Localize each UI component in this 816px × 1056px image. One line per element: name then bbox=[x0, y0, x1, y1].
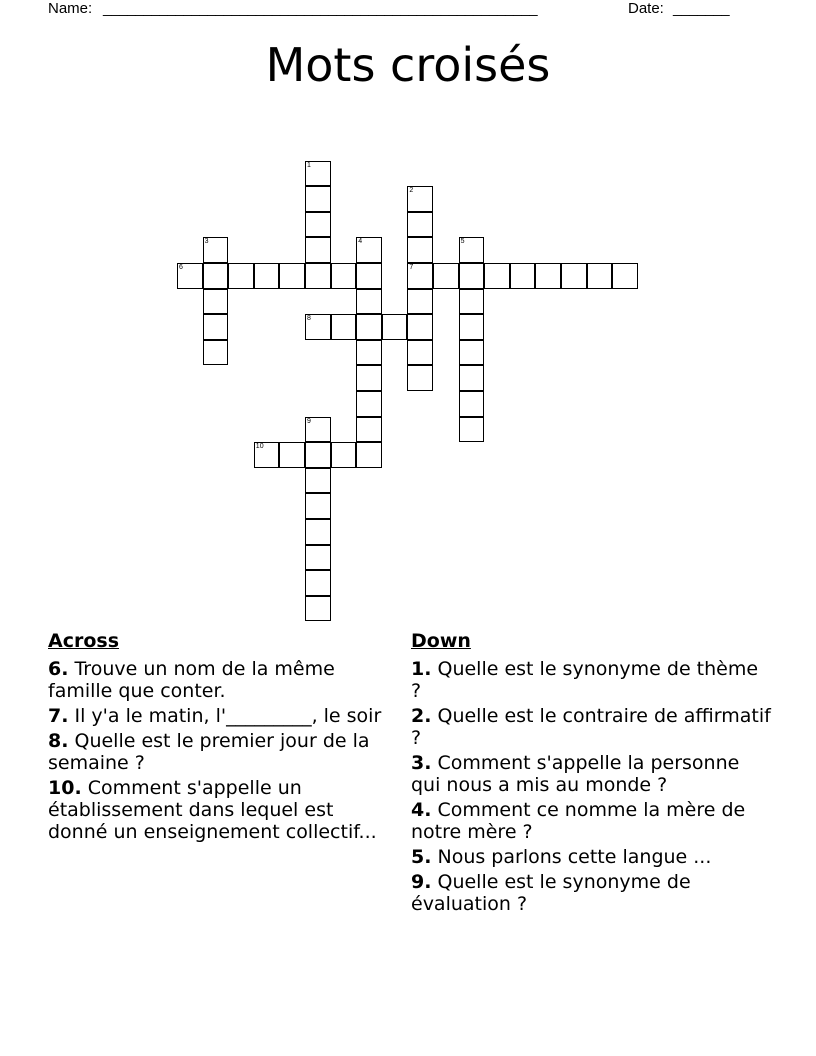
clue-text: Il y'a le matin, l'_________, le soir bbox=[68, 705, 382, 727]
grid-cell[interactable] bbox=[356, 391, 382, 417]
down-clues bbox=[411, 630, 771, 918]
grid-cell[interactable] bbox=[407, 314, 433, 340]
grid-cell[interactable] bbox=[459, 263, 485, 289]
across-heading: Across bbox=[48, 630, 120, 652]
grid-cell[interactable] bbox=[305, 314, 331, 340]
date-field[interactable]: _______ bbox=[673, 0, 730, 17]
across-clue bbox=[48, 658, 388, 702]
grid-cell[interactable] bbox=[331, 442, 357, 468]
grid-cell[interactable] bbox=[356, 417, 382, 443]
grid-cell[interactable] bbox=[305, 545, 331, 571]
grid-cell[interactable] bbox=[177, 263, 203, 289]
grid-cell[interactable] bbox=[407, 263, 433, 289]
clue-num: 2. bbox=[411, 705, 432, 727]
clue-text: Quelle est le synonyme de thème ? bbox=[411, 658, 759, 702]
grid-cell[interactable] bbox=[356, 442, 382, 468]
down-heading: Down bbox=[411, 630, 471, 652]
clue-num: 3. bbox=[411, 752, 432, 774]
grid-cell[interactable] bbox=[407, 237, 433, 263]
grid-cell[interactable] bbox=[305, 263, 331, 289]
clue-number: 6 bbox=[179, 264, 183, 271]
grid-cell[interactable] bbox=[305, 442, 331, 468]
across-clues bbox=[48, 630, 388, 846]
across-clue bbox=[48, 777, 388, 843]
grid-cell[interactable] bbox=[407, 186, 433, 212]
grid-cell[interactable] bbox=[356, 237, 382, 263]
grid-cell[interactable] bbox=[356, 314, 382, 340]
grid-cell[interactable] bbox=[382, 314, 408, 340]
clue-number: 8 bbox=[307, 315, 311, 323]
grid-cell[interactable] bbox=[407, 365, 433, 391]
grid-cell[interactable] bbox=[459, 417, 485, 443]
grid-cell[interactable] bbox=[407, 340, 433, 366]
grid-cell[interactable] bbox=[305, 596, 331, 622]
clue-number: 4 bbox=[358, 238, 363, 246]
clue-num: 10. bbox=[48, 777, 82, 799]
grid-cell[interactable] bbox=[254, 263, 280, 289]
clue-number: 3 bbox=[204, 238, 209, 246]
clue-text: Trouve un nom de la même famille que conter. bbox=[48, 658, 335, 702]
clue-text: Comment s'appelle un établissement dans lequel est donné un enseignement collectif... bbox=[48, 777, 377, 843]
down-clue bbox=[411, 705, 771, 749]
down-clue bbox=[411, 846, 771, 868]
grid-cell[interactable] bbox=[484, 263, 510, 289]
clue-number: 1 bbox=[307, 161, 311, 169]
grid-cell[interactable] bbox=[535, 263, 561, 289]
grid-cell[interactable] bbox=[459, 314, 485, 340]
grid-cell[interactable] bbox=[305, 237, 331, 263]
grid-cell[interactable] bbox=[612, 263, 638, 289]
clue-text: Comment ce nomme la mère de notre mère ? bbox=[411, 799, 746, 843]
grid-cell[interactable] bbox=[203, 289, 229, 315]
down-clue bbox=[411, 752, 771, 796]
clue-number: 7 bbox=[409, 264, 414, 271]
grid-cell[interactable] bbox=[587, 263, 613, 289]
clue-num: 4. bbox=[411, 799, 432, 821]
page-title: Mots croisés bbox=[265, 38, 551, 92]
grid-cell[interactable] bbox=[407, 289, 433, 315]
grid-cell[interactable] bbox=[203, 263, 229, 289]
grid-cell[interactable] bbox=[356, 365, 382, 391]
grid-cell[interactable] bbox=[356, 340, 382, 366]
grid-cell[interactable] bbox=[203, 237, 229, 263]
name-field[interactable]: ______________________________________________________ bbox=[103, 0, 538, 17]
clue-num: 6. bbox=[48, 658, 69, 680]
clue-num: 5. bbox=[411, 846, 432, 868]
grid-cell[interactable] bbox=[331, 263, 357, 289]
grid-cell[interactable] bbox=[305, 519, 331, 545]
clue-num: 8. bbox=[48, 730, 69, 752]
grid-cell[interactable] bbox=[203, 340, 229, 366]
grid-cell[interactable] bbox=[459, 340, 485, 366]
clue-number: 10 bbox=[255, 443, 264, 451]
grid-cell[interactable] bbox=[279, 442, 305, 468]
clue-number: 9 bbox=[307, 417, 311, 425]
grid-cell[interactable] bbox=[305, 161, 331, 187]
grid-cell[interactable] bbox=[279, 263, 305, 289]
date-label: Date: bbox=[628, 0, 664, 17]
grid-cell[interactable] bbox=[510, 263, 536, 289]
grid-cell[interactable] bbox=[407, 212, 433, 238]
grid-cell[interactable] bbox=[305, 212, 331, 238]
clue-text: Quelle est le contraire de affirmatif ? bbox=[411, 705, 771, 749]
name-label: Name: bbox=[48, 0, 93, 17]
grid-cell[interactable] bbox=[433, 263, 459, 289]
grid-cell[interactable] bbox=[356, 263, 382, 289]
down-clue bbox=[411, 658, 771, 702]
clue-text: Comment s'appelle la personne qui nous a mis au monde ? bbox=[411, 752, 740, 796]
grid-cell[interactable] bbox=[459, 237, 485, 263]
down-clue bbox=[411, 871, 771, 915]
clue-number: 5 bbox=[460, 238, 465, 246]
grid-cell[interactable] bbox=[459, 365, 485, 391]
clue-text: Quelle est le premier jour de la semaine ? bbox=[48, 730, 370, 774]
clue-text: Quelle est le synonyme de évaluation ? bbox=[411, 871, 691, 915]
grid-cell[interactable] bbox=[305, 493, 331, 519]
clue-num: 1. bbox=[411, 658, 432, 680]
grid-cell[interactable] bbox=[305, 186, 331, 212]
grid-cell[interactable] bbox=[254, 442, 280, 468]
grid-cell[interactable] bbox=[228, 263, 254, 289]
across-clue bbox=[48, 705, 388, 727]
grid-cell[interactable] bbox=[203, 314, 229, 340]
grid-cell[interactable] bbox=[459, 289, 485, 315]
across-clue bbox=[48, 730, 388, 774]
grid-cell[interactable] bbox=[305, 468, 331, 494]
clue-num: 7. bbox=[48, 705, 69, 727]
clue-num: 9. bbox=[411, 871, 432, 893]
grid-cell[interactable] bbox=[459, 391, 485, 417]
down-clue bbox=[411, 799, 771, 843]
clue-text: Nous parlons cette langue ... bbox=[431, 846, 712, 868]
grid-cell[interactable] bbox=[356, 289, 382, 315]
grid-cell[interactable] bbox=[305, 570, 331, 596]
grid-cell[interactable] bbox=[305, 417, 331, 443]
grid-cell[interactable] bbox=[561, 263, 587, 289]
grid-cell[interactable] bbox=[331, 314, 357, 340]
clue-number: 2 bbox=[409, 187, 414, 195]
